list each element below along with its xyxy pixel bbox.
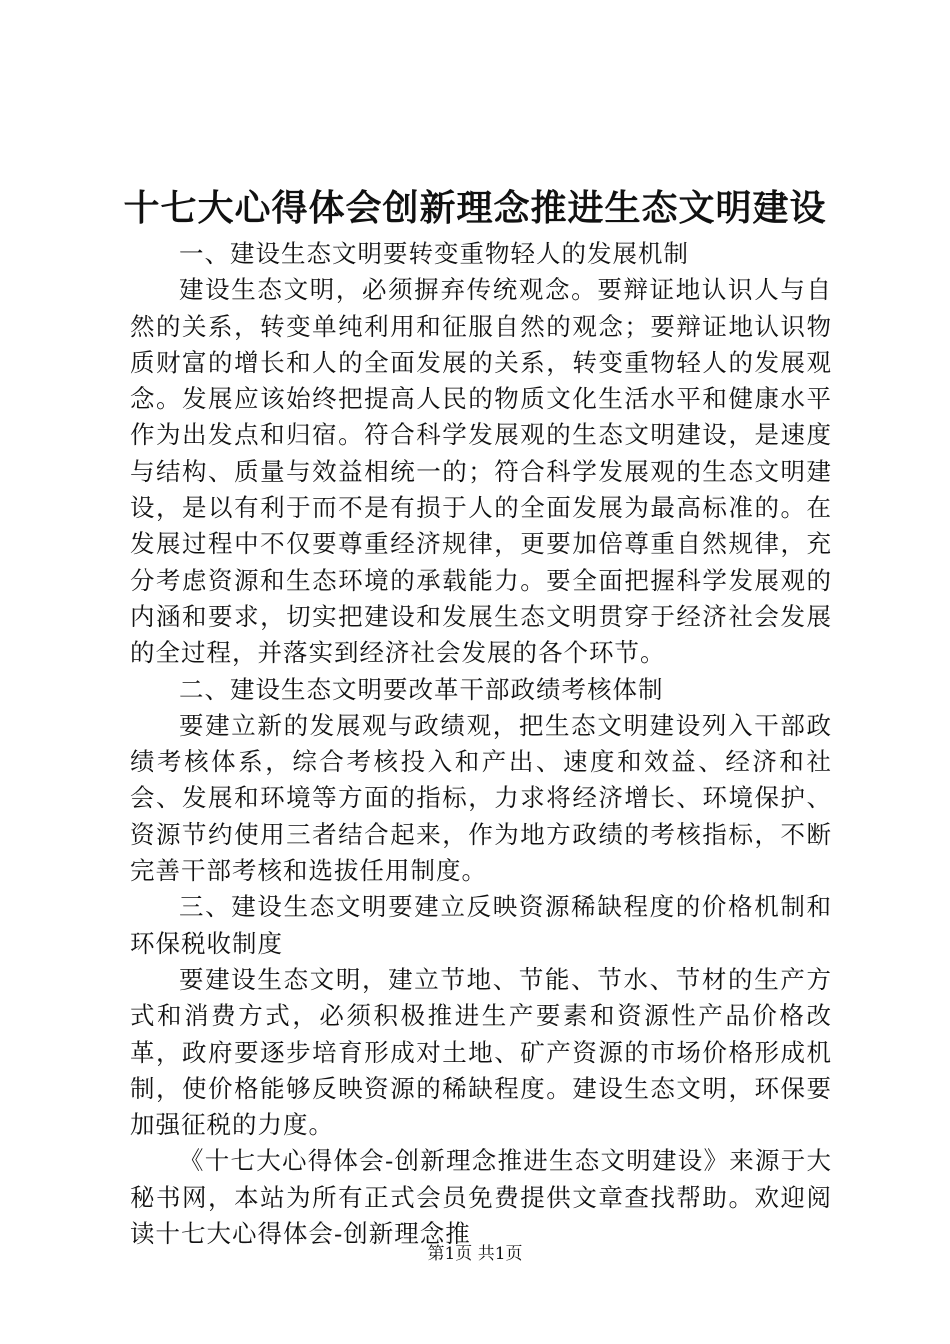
document-body xyxy=(130,236,832,1252)
section-paragraph-1: 建设生态文明，必须摒弃传统观念。要辩证地认识人与自然的关系，转变单纯利用和征服自然的观念；要辩证地认识物质财富的增长和人的全面发展的关系，转变重物轻人的发展观念。发展应该始终把提高人民的物质文化生活水平和健康水平作为出发点和归宿。符合科学发展观的生态文明建设，是速度与结构、质量与效益相统一的；符合科学发展观的生态文明建设，是以有利于而不是有损于人的全面发展为最高标准的。在发展过程中不仅要尊重经济规律，更要加倍尊重自然规律，充分考虑资源和生态环境的承载能力。要全面把握科学发展观的内涵和要求，切实把建设和发展生态文明贯穿于经济社会发展的全过程，并落实到经济社会发展的各个环节。 xyxy=(130,275,832,668)
section-paragraph-3: 要建设生态文明，建立节地、节能、节水、节材的生产方式和消费方式，必须积极推进生产要素和资源性产品价格改革，政府要逐步培育形成对土地、矿产资源的市场价格形成机制，使价格能够反映资源的稀缺程度。建设生态文明，环保要加强征税的力度。 xyxy=(130,964,832,1140)
section-paragraph-2: 要建立新的发展观与政绩观，把生态文明建设列入干部政绩考核体系，综合考核投入和产出、速度和效益、经济和社会、发展和环境等方面的指标，力求将经济增长、环境保护、资源节约使用三者结合起来，作为地方政绩的考核指标，不断完善干部考核和选拔任用制度。 xyxy=(130,710,832,886)
section-heading-2: 二、建设生态文明要改革干部政绩考核体制 xyxy=(179,674,664,704)
section-heading-3: 三、建设生态文明要建立反映资源稀缺程度的价格机制和环保税收制度 xyxy=(130,892,832,958)
page-number-footer: 第1页 共1页 xyxy=(427,1244,523,1264)
source-note-paragraph: 《十七大心得体会-创新理念推进生态文明建设》来源于大秘书网，本站为所有正式会员免费提供文章查找帮助。欢迎阅读十七大心得体会-创新理念推 xyxy=(130,1146,832,1249)
document-title: 十七大心得体会创新理念推进生态文明建设 xyxy=(123,187,827,229)
section-heading-1: 一、建设生态文明要转变重物轻人的发展机制 xyxy=(179,239,689,268)
